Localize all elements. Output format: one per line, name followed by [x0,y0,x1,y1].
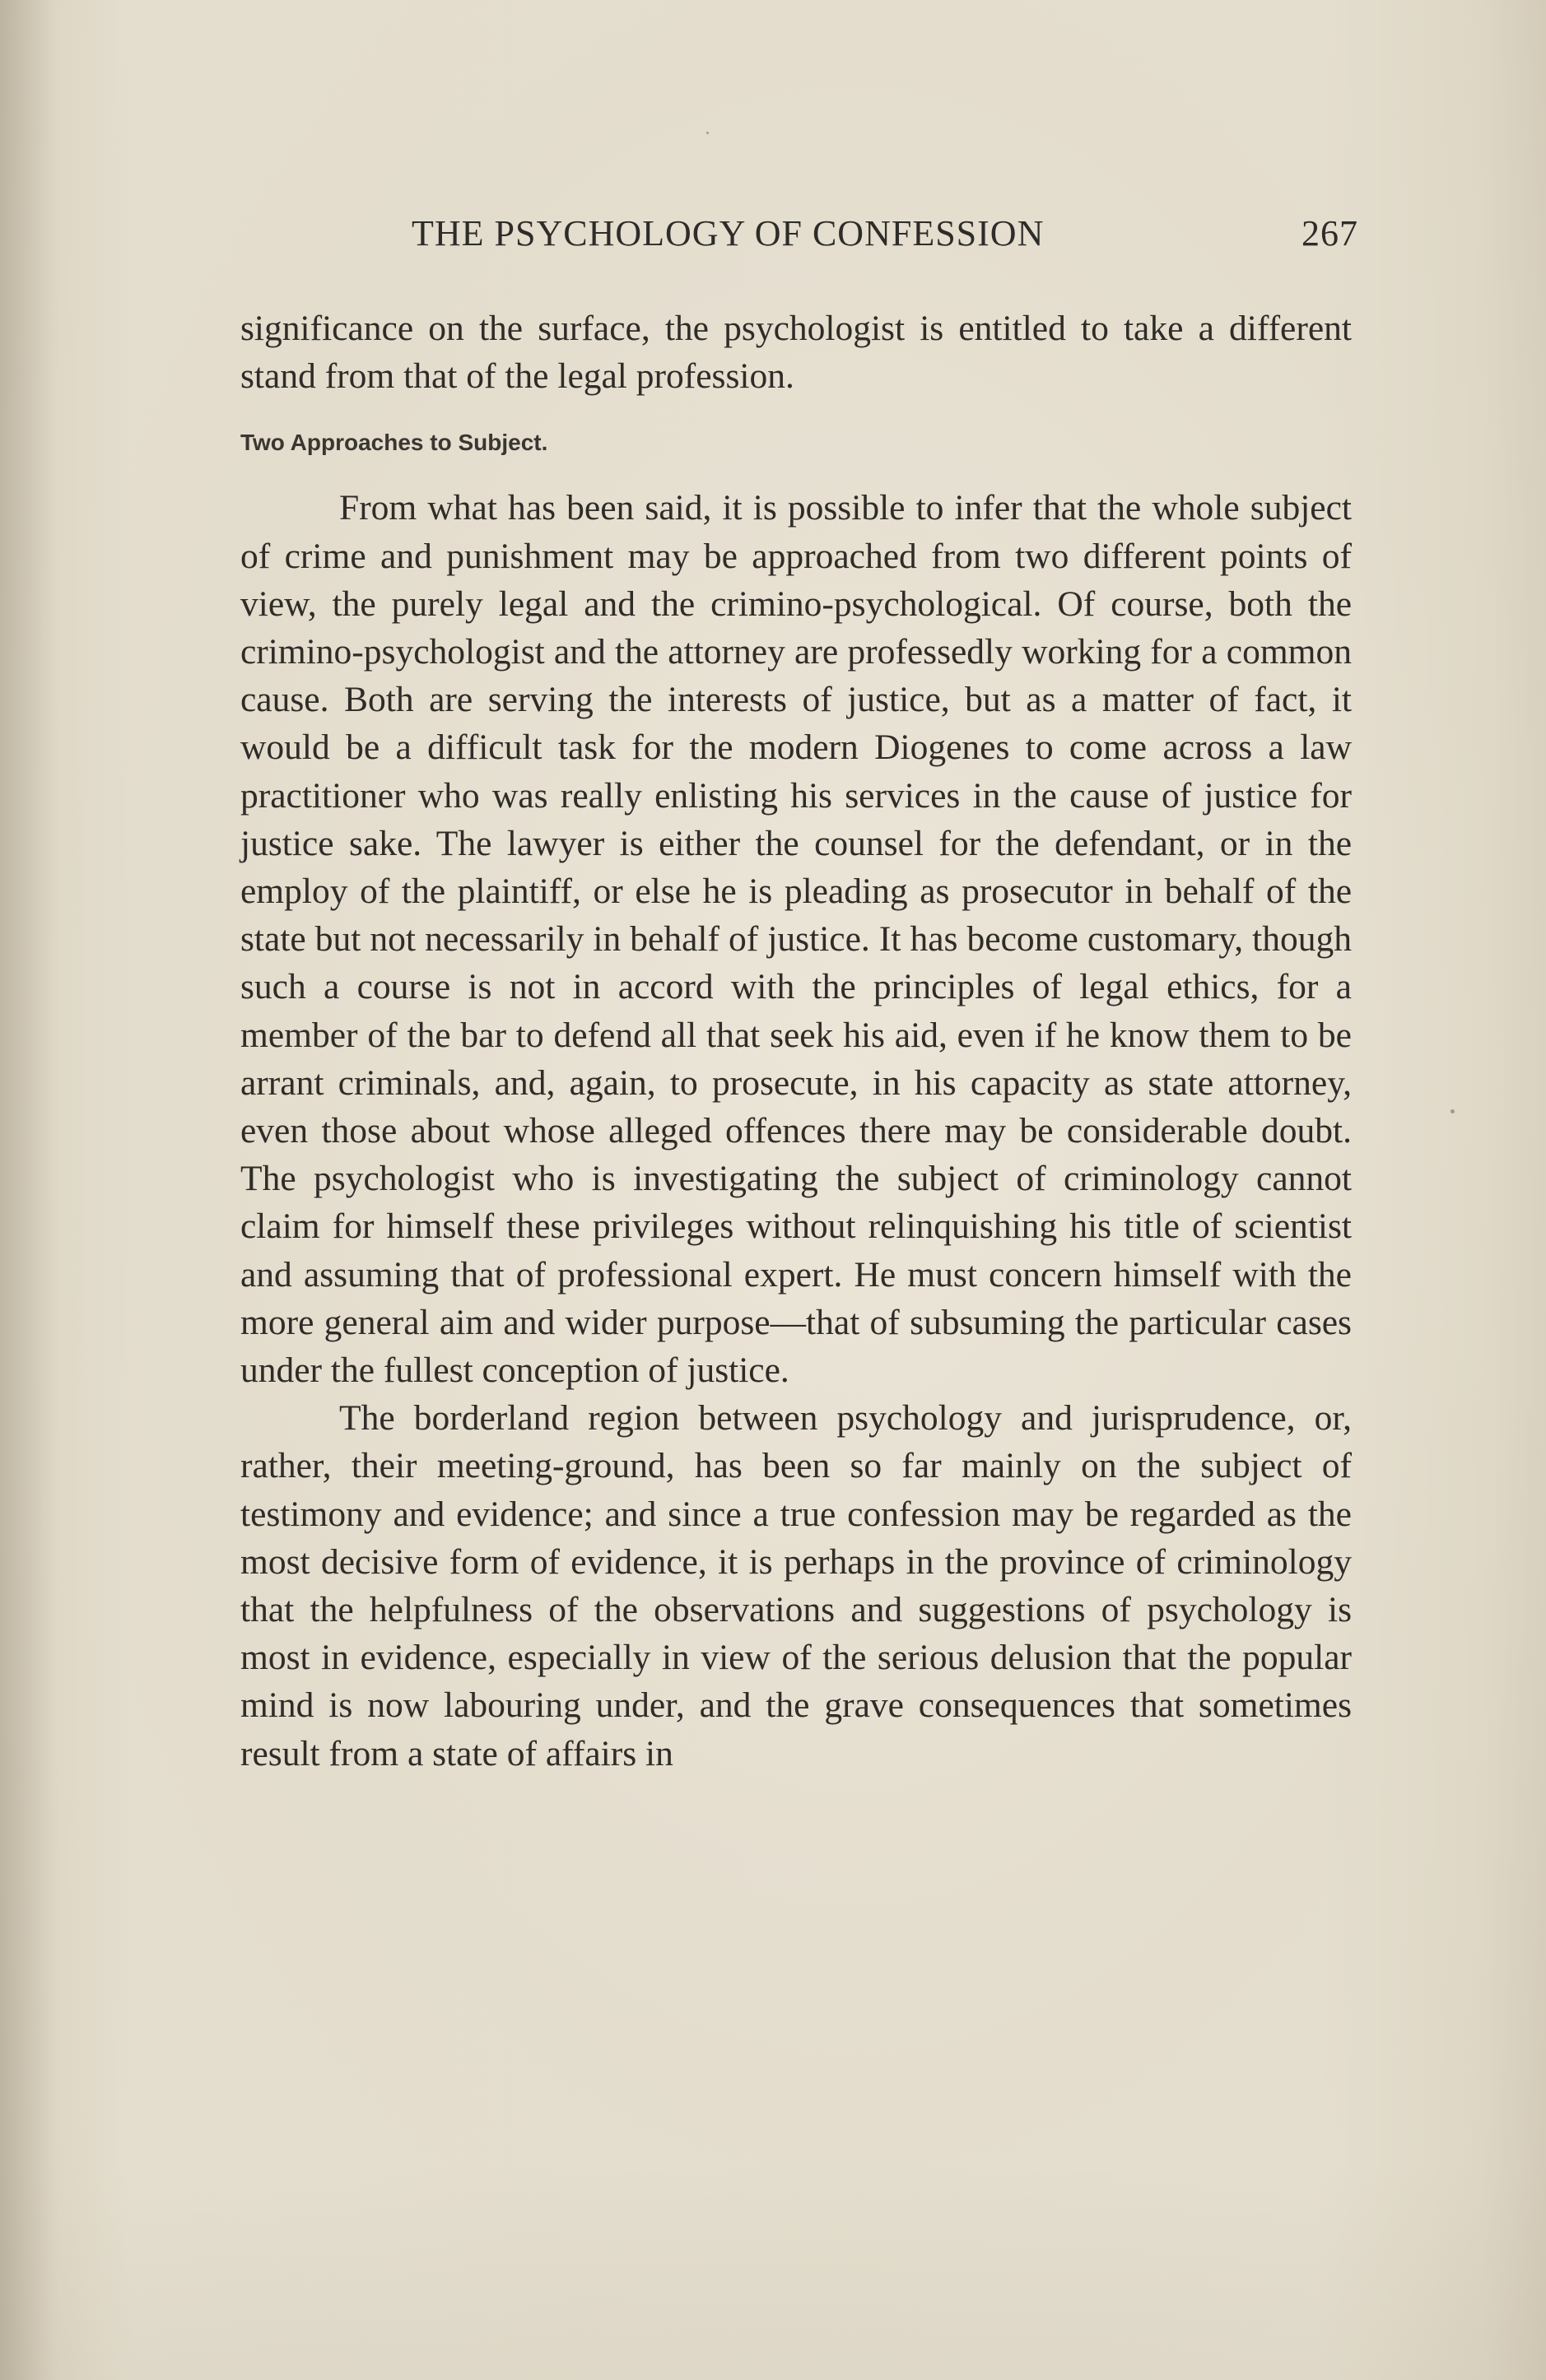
page-number: 267 [1302,213,1358,253]
paragraph-borderland: The borderland region between psychology and jurisprudence, or, rather, their meeting-ground, has been so far mainly on the subject of testimony and evidence; and since a true confession may be regarded as the most decisive form of evidence, it is perhaps in the province of criminology that the helpfulness of the observations and suggestions of psychology is most in evidence, especially in view of the serious delusion that the popular mind is now labouring under, and the grave consequences that sometimes result from a state of affairs in [240,1398,1352,1773]
page-bottom-shade [0,2166,1546,2380]
section-heading: Two Approaches to Subject. [240,430,548,456]
ink-speck [706,132,709,134]
running-head [412,212,1358,262]
paragraph-two-approaches: From what has been said, it is possible to infer that the whole subject of crime and punishment may be approached from two different points of view, the purely legal and the crimino-psychological. Of course, both the crimino-psychologist and the attorney are professedly working for a common cause. Both are serving the interests of justice, but as a matter of fact, it would be a difficult task for the modern Diogenes to come across a law practitioner who was really enlisting his services in the cause of justice for justice sake. The lawyer is either the counsel for the defendant, or in the employ of the plaintiff, or else he is pleading as prosecutor in behalf of the state but not necessarily in behalf of justice. It has become customary, though such a course is not in accord with the principles of legal ethics, for a member of the bar to defend all that seek his aid, even if he know them to be arrant criminals, and, again, to prosecute, in his capacity as state attorney, even those about whose alleged offences there may be considerable doubt. The psychologist who is investigating the subject of criminology cannot claim for himself these privileges without relinquishing his title of scientist and assuming that of professional expert. He must concern himself with the more general aim and wider purpose—that of subsuming the particular cases under the fullest conception of justice. [240,488,1352,1391]
body-text [240,304,1352,1778]
running-title: THE PSYCHOLOGY OF CONFESSION [412,213,1045,253]
ink-speck [1451,1109,1455,1113]
binding-shadow [0,0,58,2380]
continued-paragraph: significance on the surface, the psychologist is entitled to take a different stand from that of the legal profession. [240,309,1352,397]
